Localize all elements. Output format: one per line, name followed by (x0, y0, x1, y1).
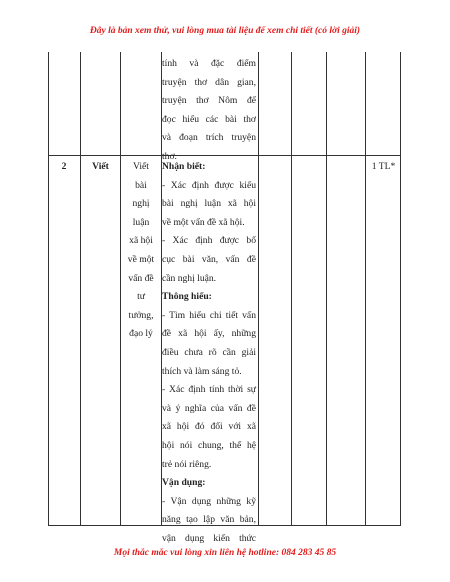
desc-line: và đoạn trích truyện (162, 132, 256, 144)
desc-line: trẻ nói riêng. (162, 458, 212, 470)
level-heading: Vận dụng: (162, 477, 206, 489)
unit-line: vấn đề (128, 272, 154, 284)
desc-line: bài nghị luận xã hội (162, 198, 256, 210)
unit-line: bài (135, 179, 147, 191)
desc-line: hội nói chung, thế hệ (162, 439, 256, 451)
desc-line: - Xác định được kiểu (162, 179, 256, 191)
desc-line: điều chưa rõ cần giải (162, 346, 256, 358)
row-unit (121, 158, 161, 344)
level-heading: Thông hiểu: (162, 291, 212, 303)
desc-line: - Xác định được bố (162, 235, 256, 247)
desc-line: thích và làm sáng tỏ. (162, 365, 242, 377)
unit-line: xã hội (129, 235, 153, 247)
level-heading: Nhận biết: (162, 161, 206, 172)
desc-line: vận dụng kiến thức (162, 532, 256, 544)
table-col-divider (326, 52, 327, 526)
row-subject: Viết (92, 161, 109, 172)
desc-line: đọc hiểu các bài thơ (162, 113, 256, 125)
row-description (162, 158, 256, 548)
unit-line: Viết (133, 161, 149, 172)
question-count: 1 TL* (371, 161, 396, 172)
hotline-footer-banner: Mọi thắc mắc vui lòng xin liên hệ hotline: 084 283 45 85 (113, 548, 337, 558)
desc-line: và ý nghĩa của vấn đề (162, 402, 256, 414)
desc-line: truyện thơ Nôm để (162, 95, 256, 107)
unit-line: luận (132, 216, 150, 228)
desc-line: cần nghị luận. (162, 272, 217, 284)
desc-line: thơ. (162, 150, 177, 162)
desc-line: truyện thơ dân gian, (162, 76, 256, 88)
desc-line: năng tạo lập văn bản, (162, 514, 256, 526)
unit-line: nghị (132, 198, 150, 210)
preview-notice-banner: Đây là bản xem thử, vui lòng mua tài liệu để xem chi tiết (có lời giải) (89, 26, 361, 36)
desc-line: tính và đặc điểm (162, 58, 256, 69)
desc-line: - Vận dụng những kỹ (162, 495, 256, 507)
table-col-divider (80, 52, 81, 526)
desc-line: về một vấn đề xã hội. (162, 216, 245, 228)
desc-line: đề xã hội ấy, những (162, 328, 256, 340)
unit-line: đạo lý (129, 328, 153, 340)
table-col-divider (291, 52, 292, 526)
row-number: 2 (61, 161, 67, 172)
table-col-divider (258, 52, 259, 526)
table-row-prev-description (162, 55, 256, 167)
desc-line: - Xác định tính thời sự (162, 384, 256, 396)
unit-line: tư (137, 291, 145, 303)
table-col-divider (365, 52, 366, 526)
unit-line: tưởng, (128, 309, 154, 321)
desc-line: cục bài văn, vấn đề (162, 253, 256, 265)
desc-line: xã hội đó đối với xã (162, 421, 256, 433)
unit-line: về một (127, 253, 155, 265)
desc-line: - Tìm hiểu chi tiết vấn (162, 309, 256, 321)
table-border-right (400, 52, 401, 526)
specification-table (48, 52, 401, 544)
table-border-left (48, 52, 49, 526)
